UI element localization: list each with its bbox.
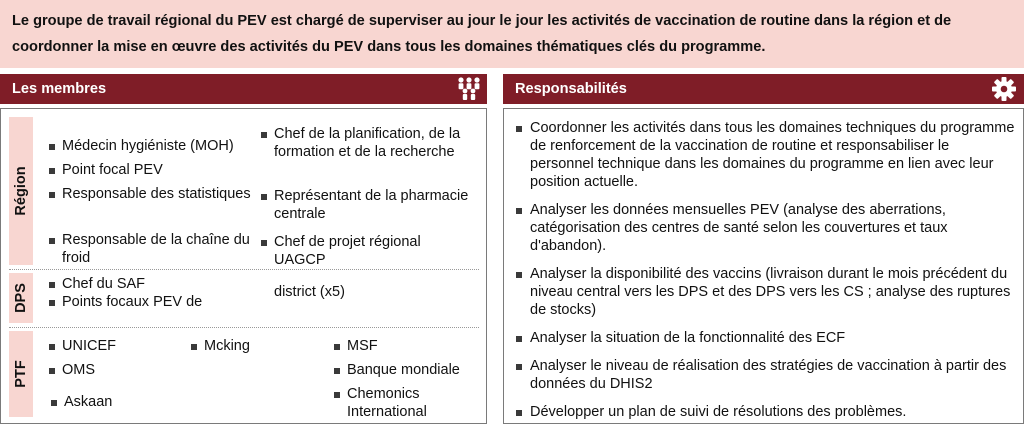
region-label: Région <box>9 117 33 265</box>
responsibilities-title: Responsabilités <box>515 81 627 97</box>
list-item: Chef du SAF <box>49 275 254 293</box>
dps-label: DPS <box>9 273 33 323</box>
intro-banner: Le groupe de travail régional du PEV est chargé de superviser au jour le jour les activités de vaccination de routine dans la région et de coordonner la mise en œuvre des activités du PEV dans tous les domaines thématiques clés du programme. <box>0 0 1024 68</box>
list-item: Chef de la planification, de la formation et de la recherche <box>261 125 471 161</box>
list-item: Points focaux PEV de <box>49 293 254 311</box>
list-item: Responsable de la chaîne du froid <box>49 231 254 267</box>
members-box <box>0 108 487 424</box>
list-item: Banque mondiale <box>334 361 484 379</box>
list-item: Analyser le niveau de réalisation des stratégies de vaccination à partir des données du DHIS2 <box>516 357 1016 393</box>
ptf-label: PTF <box>9 331 33 417</box>
responsibilities-list <box>516 119 1016 431</box>
members-title: Les membres <box>12 81 107 97</box>
list-item: Représentant de la pharmacie centrale <box>261 187 471 223</box>
dps-continuation: district (x5) <box>274 284 345 300</box>
list-item: Analyser les données mensuelles PEV (analyse des aberrations, catégorisation des centres de santé selon les couvertures et taux d'abandon). <box>516 201 1016 255</box>
list-item: Développer un plan de suivi de résolutions des problèmes. <box>516 403 1016 421</box>
divider <box>9 269 479 270</box>
responsibilities-box <box>503 108 1024 424</box>
people-group-icon <box>455 76 483 102</box>
list-item: Chemonics International <box>334 385 484 421</box>
list-item: Chef de projet régional UAGCP <box>261 233 471 269</box>
list-item: Coordonner les activités dans tous les domaines techniques du programme de renforcement de la vaccination de routine et responsabiliser le personnel technique dans les domaines du programme en lien avec leur position actuelle. <box>516 119 1016 191</box>
gear-icon <box>990 76 1018 102</box>
list-item: Responsable des statistiques <box>49 185 254 203</box>
list-item: Médecin hygiéniste (MOH) <box>49 137 254 155</box>
list-item: Analyser la disponibilité des vaccins (livraison durant le mois précédent du niveau central vers les DPS et des DPS vers les CS ; analyse des ruptures de stocks) <box>516 265 1016 319</box>
list-item: Analyser la situation de la fonctionnalité des ECF <box>516 329 1016 347</box>
divider <box>9 327 479 328</box>
list-item: UNICEF <box>49 337 179 355</box>
responsibilities-header <box>503 74 1024 104</box>
list-item: Mcking <box>191 337 311 355</box>
members-header <box>0 74 487 104</box>
list-item: Askaan <box>51 393 181 411</box>
list-item: OMS <box>49 361 179 379</box>
list-item: MSF <box>334 337 484 355</box>
list-item: Point focal PEV <box>49 161 254 179</box>
